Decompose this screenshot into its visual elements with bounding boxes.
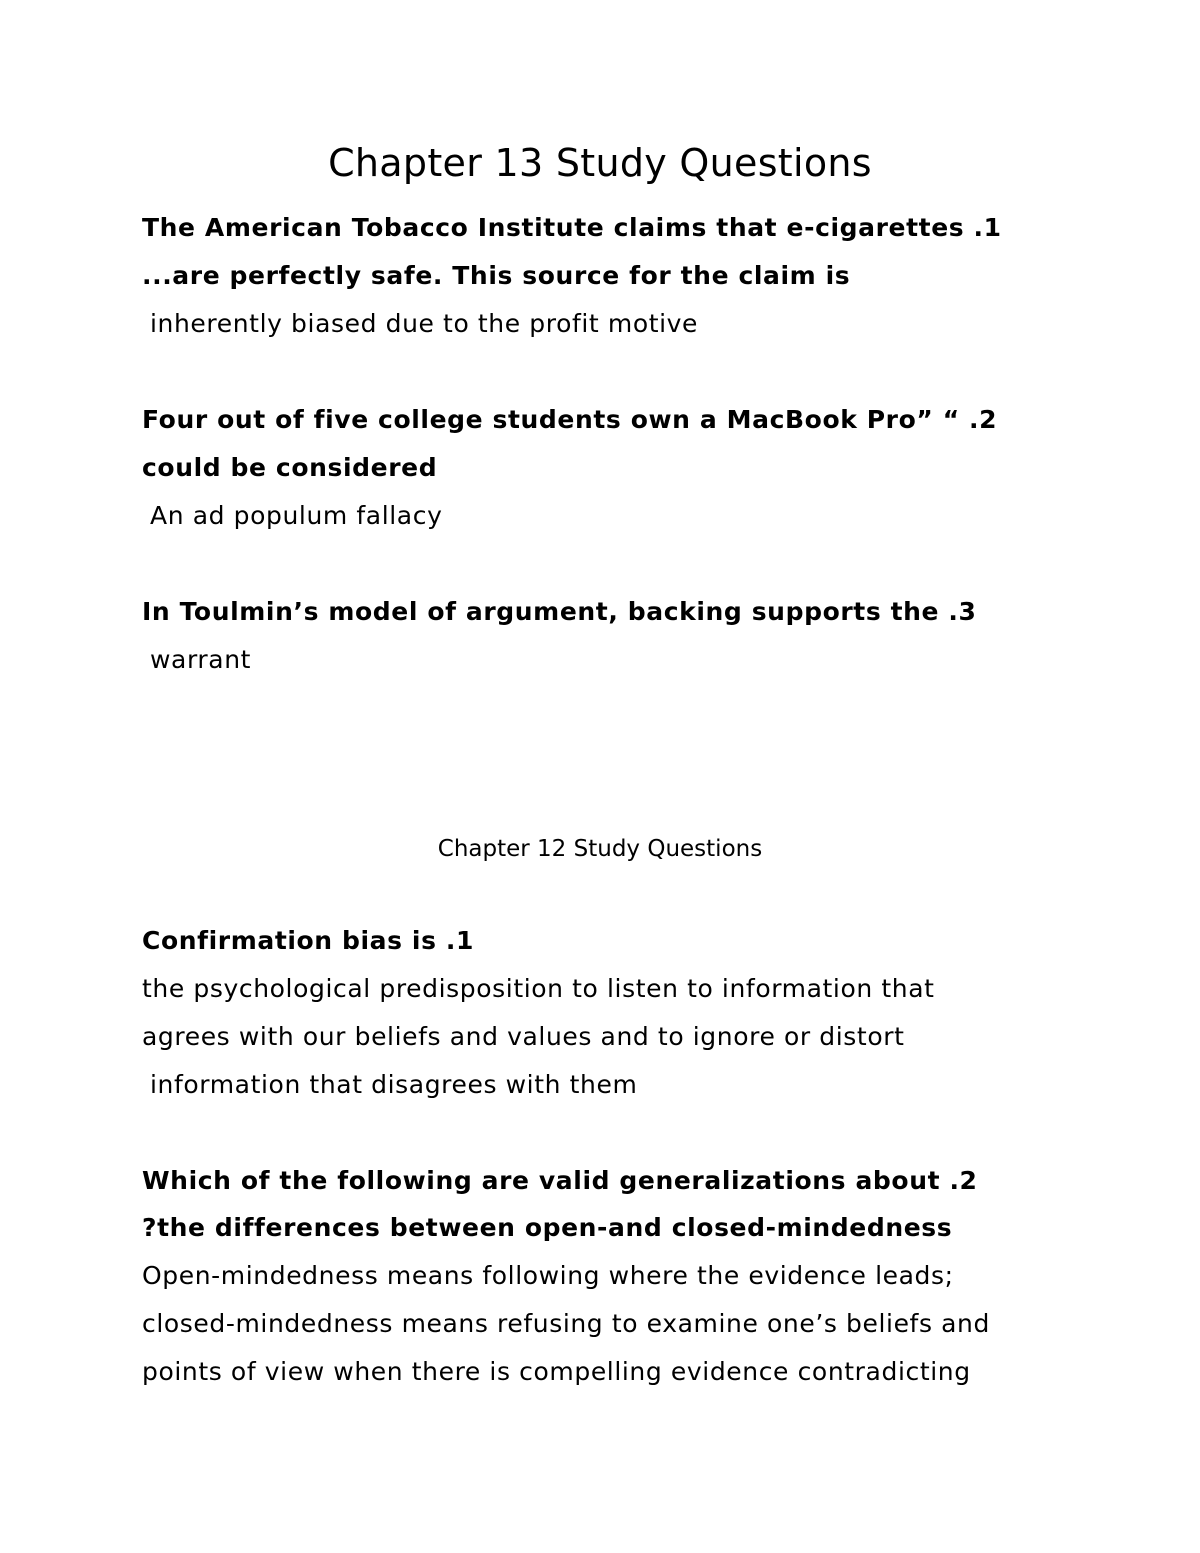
question-text: Which of the following are valid generalizations about .2 — [142, 1166, 978, 1195]
answer-text: warrant — [150, 645, 252, 674]
question-text: Confirmation bias is .1 — [142, 926, 474, 955]
answer-text: agrees with our beliefs and values and to ignore or distort — [142, 1022, 905, 1051]
question-text: The American Tobacco Institute claims that e-cigarettes .1 — [142, 213, 1002, 242]
answer-text: Open-mindedness means following where the evidence leads; — [142, 1261, 954, 1290]
answer-text: An ad populum fallacy — [150, 501, 443, 530]
question-text: In Toulmin’s model of argument, backing supports the .3 — [142, 597, 977, 626]
chapter-13-title: Chapter 13 Study Questions — [328, 141, 872, 185]
question-text: ...are perfectly safe. This source for the claim is — [142, 261, 851, 290]
answer-text: points of view when there is compelling evidence contradicting — [142, 1357, 971, 1386]
question-text: could be considered — [142, 453, 438, 482]
answer-text: information that disagrees with them — [150, 1070, 638, 1099]
question-text: ?the differences between open-and closed-mindedness — [142, 1213, 953, 1242]
question-text: Four out of five college students own a MacBook Pro” “ .2 — [142, 405, 998, 434]
answer-text: inherently biased due to the profit motive — [150, 309, 699, 338]
answer-text: closed-mindedness means refusing to examine one’s beliefs and — [142, 1309, 990, 1338]
answer-text: the psychological predisposition to listen to information that — [142, 974, 935, 1003]
chapter-12-title: Chapter 12 Study Questions — [437, 836, 763, 862]
